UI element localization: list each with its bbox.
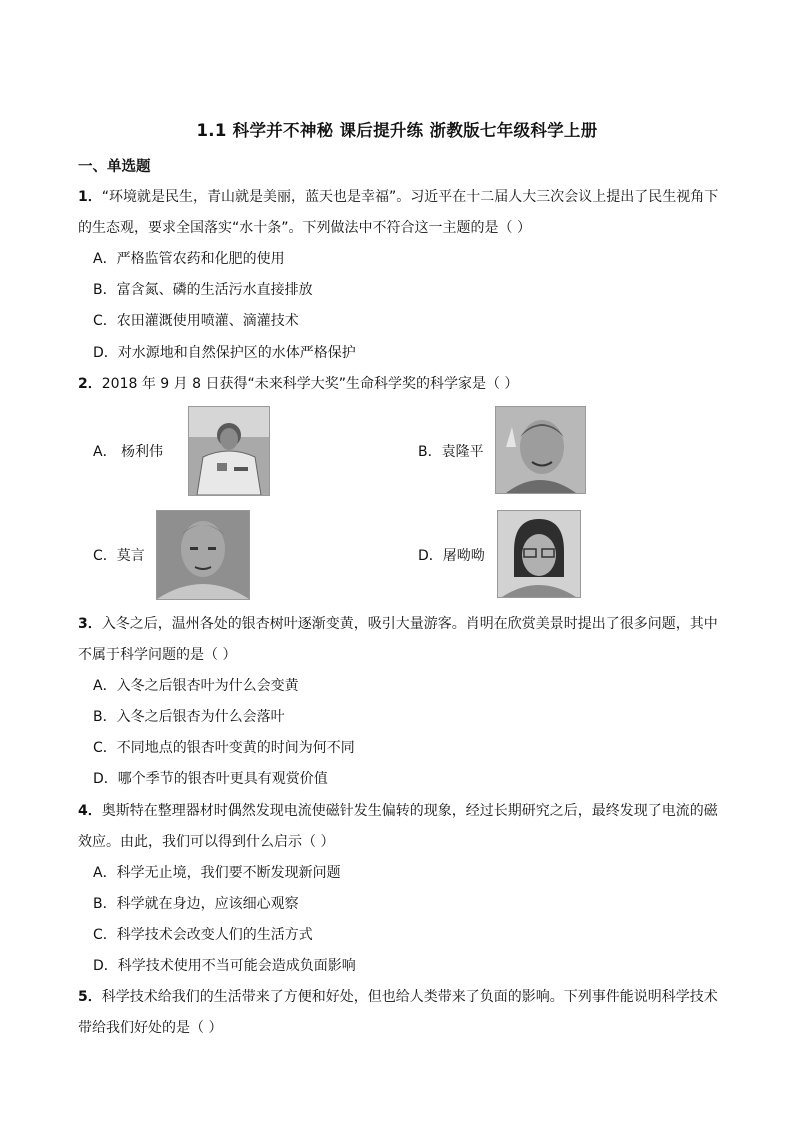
astronaut-photo: [188, 406, 270, 496]
option-d: D．对水源地和自然保护区的水体严格保护: [93, 345, 356, 361]
question-5-line-1: [78, 986, 718, 1006]
option-a: A．入冬之后银杏叶为什么会变黄: [93, 678, 299, 694]
question-text: 2018 年 9 月 8 日获得“未来科学大奖”生命科学奖的科学家是（ ）: [101, 376, 519, 392]
option-b: B．入冬之后银杏为什么会落叶: [93, 709, 285, 725]
question-1-line-1: [78, 186, 718, 206]
question-number: 5．: [78, 989, 102, 1005]
question-5-line-2: 带给我们好处的是（ ）: [78, 1020, 223, 1036]
option-b: B．袁隆平: [418, 444, 484, 460]
question-3-line-1: [78, 613, 718, 633]
writer-photo: [156, 510, 250, 600]
question-number: 1．: [78, 189, 102, 205]
option-a: A． 杨利伟: [93, 444, 164, 460]
question-3-line-2: 不属于科学问题的是（ ）: [78, 647, 237, 663]
woman-scientist-photo: [497, 510, 581, 598]
option-c: C．科学技术会改变人们的生活方式: [93, 927, 313, 943]
question-text: 科学技术给我们的生活带来了方便和好处，但也给人类带来了负面的影响。下列事件能说明科学技术: [101, 989, 718, 1005]
question-number: 2．: [78, 376, 102, 392]
option-d: D．科学技术使用不当可能会造成负面影响: [93, 958, 356, 974]
question-number: 3．: [78, 616, 102, 632]
question-text: 奥斯特在整理器材时偶然发现电流使磁针发生偏转的现象，经过长期研究之后，最终发现了电流的磁: [101, 803, 718, 819]
question-4-line-1: [78, 800, 718, 820]
option-b: B．科学就在身边，应该细心观察: [93, 896, 299, 912]
section-heading: 一、单选题: [78, 159, 151, 175]
option-c: C．不同地点的银杏叶变黄的时间为何不同: [93, 740, 355, 756]
document-title: 1.1 科学并不神秘 课后提升练 浙教版七年级科学上册: [196, 121, 598, 140]
question-4-line-2: 效应。由此，我们可以得到什么启示（ ）: [78, 834, 335, 850]
option-c: C．农田灌溉使用喷灌、滴灌技术: [93, 313, 299, 329]
option-d: D．屠呦呦: [418, 548, 485, 564]
option-b: B．富含氮、磷的生活污水直接排放: [93, 282, 313, 298]
question-number: 4．: [78, 803, 102, 819]
question-text: “环境就是民生，青山就是美丽，蓝天也是幸福”。习近平在十二届人大三次会议上提出了民生视角下: [101, 189, 719, 205]
option-a: A．严格监管农药和化肥的使用: [93, 251, 285, 267]
question-1-line-2: 的生态观，要求全国落实“水十条”。下列做法中不符合这一主题的是（ ）: [78, 220, 531, 236]
elderly-man-photo: [495, 406, 586, 494]
option-c: C．莫言: [93, 548, 145, 564]
question-text: 入冬之后，温州各处的银杏树叶逐渐变黄，吸引大量游客。肖明在欣赏美景时提出了很多问题，其中: [101, 616, 718, 632]
question-2-line-1: [78, 373, 518, 393]
option-d: D．哪个季节的银杏叶更具有观赏价值: [93, 771, 328, 787]
option-a: A．科学无止境，我们要不断发现新问题: [93, 865, 341, 881]
